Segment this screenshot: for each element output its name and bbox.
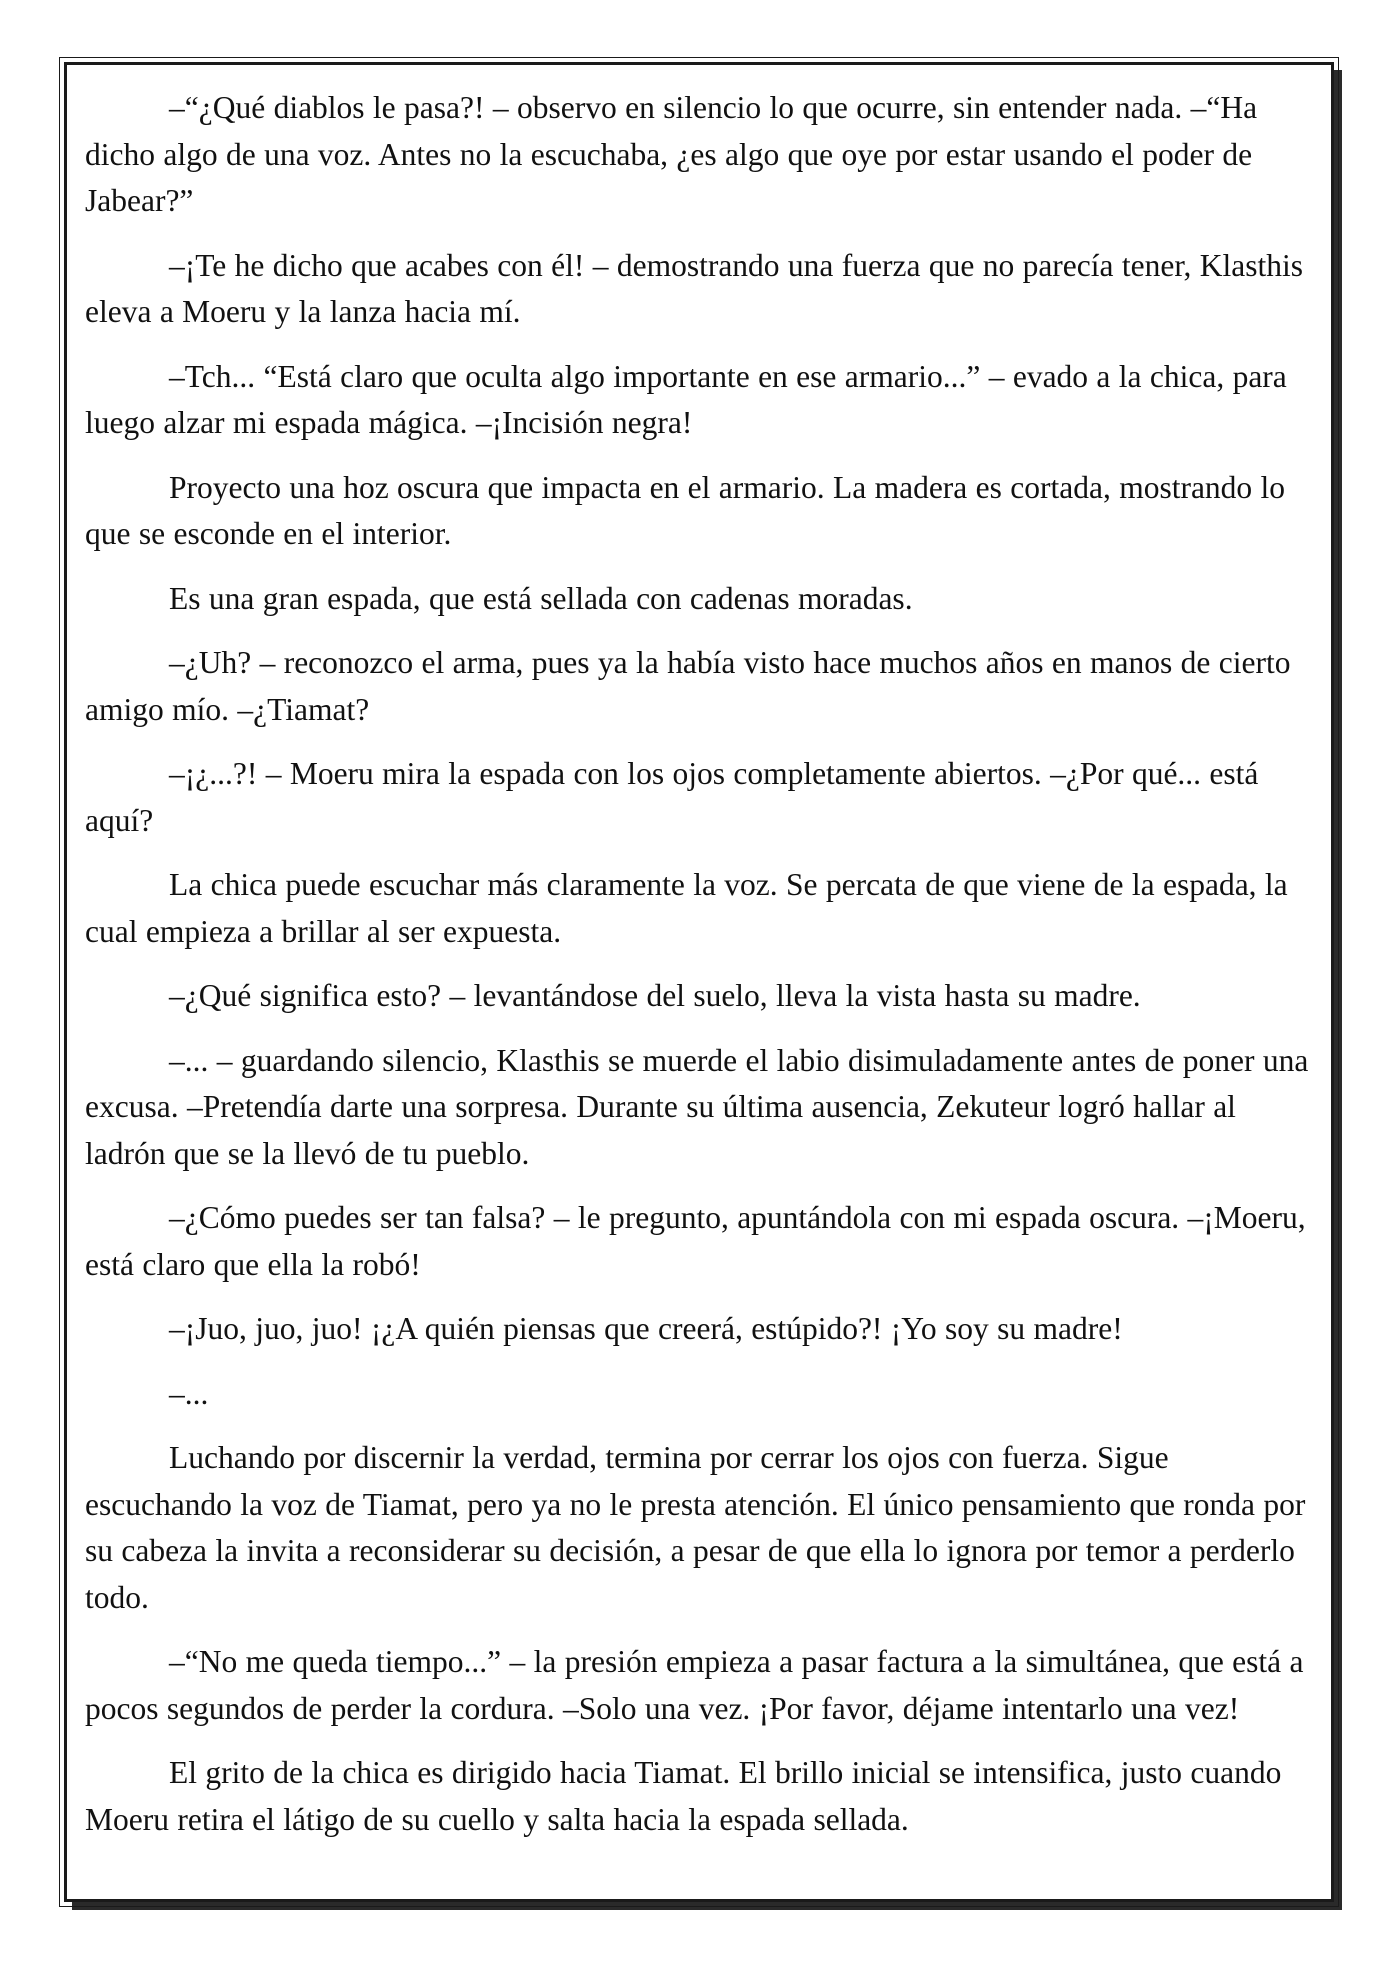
- paragraph-9: –¿Qué significa esto? – levantándose del suelo, lleva la vista hasta su madre.: [169, 978, 1141, 1013]
- paragraph-3: –Tch... “Está claro que oculta algo importante en ese armario...” – evado a la chica, para luego alzar mi espada mágica. –¡Incisión negra!: [85, 358, 1287, 440]
- paragraph-12: –¡Juo, juo, juo! ¡¿A quién piensas que creerá, estúpido?! ¡Yo soy su madre!: [169, 1311, 1123, 1346]
- paragraph-15: –“No me queda tiempo...” – la presión empieza a pasar factura a la simultánea, que está a pocos segundos de perder la cordura. –Solo una vez. ¡Por favor, déjame intentarlo una vez!: [85, 1644, 1304, 1726]
- paragraph-14: Luchando por discernir la verdad, termina por cerrar los ojos con fuerza. Sigue escuchando la voz de Tiamat, pero ya no le presta atención. El único pensamiento que ronda por su cabeza la invita a reconsiderar su decisión, a pesar de que ella lo ignora por temor a perderlo todo.: [85, 1440, 1306, 1615]
- document-body: [85, 85, 1309, 1843]
- paragraph-11: –¿Cómo puedes ser tan falsa? – le pregunto, apuntándola con mi espada oscura. –¡Moeru, está claro que ella la robó!: [85, 1200, 1306, 1282]
- paragraph-10: –... – guardando silencio, Klasthis se muerde el labio disimuladamente antes de poner una excusa. –Pretendía darte una sorpresa. Durante su última ausencia, Zekuteur logró hallar al ladrón que se la llevó de tu pueblo.: [85, 1042, 1309, 1171]
- page-frame: [64, 62, 1334, 1902]
- paragraph-6: –¿Uh? – reconozco el arma, pues ya la había visto hace muchos años en manos de cierto amigo mío. –¿Tiamat?: [85, 645, 1291, 727]
- paragraph-8: La chica puede escuchar más claramente la voz. Se percata de que viene de la espada, la cual empieza a brillar al ser expuesta.: [85, 867, 1288, 949]
- paragraph-13: –...: [169, 1375, 209, 1411]
- paragraph-16: El grito de la chica es dirigido hacia Tiamat. El brillo inicial se intensifica, justo cuando Moeru retira el látigo de su cuello y salta hacia la espada sellada.: [85, 1755, 1282, 1837]
- paragraph-5: Es una gran espada, que está sellada con cadenas moradas.: [169, 580, 913, 616]
- paragraph-2: –¡Te he dicho que acabes con él! – demostrando una fuerza que no parecía tener, Klasthis eleva a Moeru y la lanza hacia mí.: [85, 247, 1304, 329]
- paragraph-4: Proyecto una hoz oscura que impacta en el armario. La madera es cortada, mostrando lo que se esconde en el interior.: [85, 469, 1286, 551]
- paragraph-7: –¡¿...?! – Moeru mira la espada con los ojos completamente abiertos. –¿Por qué... está aquí?: [85, 756, 1259, 838]
- paragraph-1: –“¿Qué diablos le pasa?! – observo en silencio lo que ocurre, sin entender nada. –“Ha dicho algo de una voz. Antes no la escuchaba, ¿es algo que oye por estar usando el poder de Jabear?”: [85, 90, 1258, 218]
